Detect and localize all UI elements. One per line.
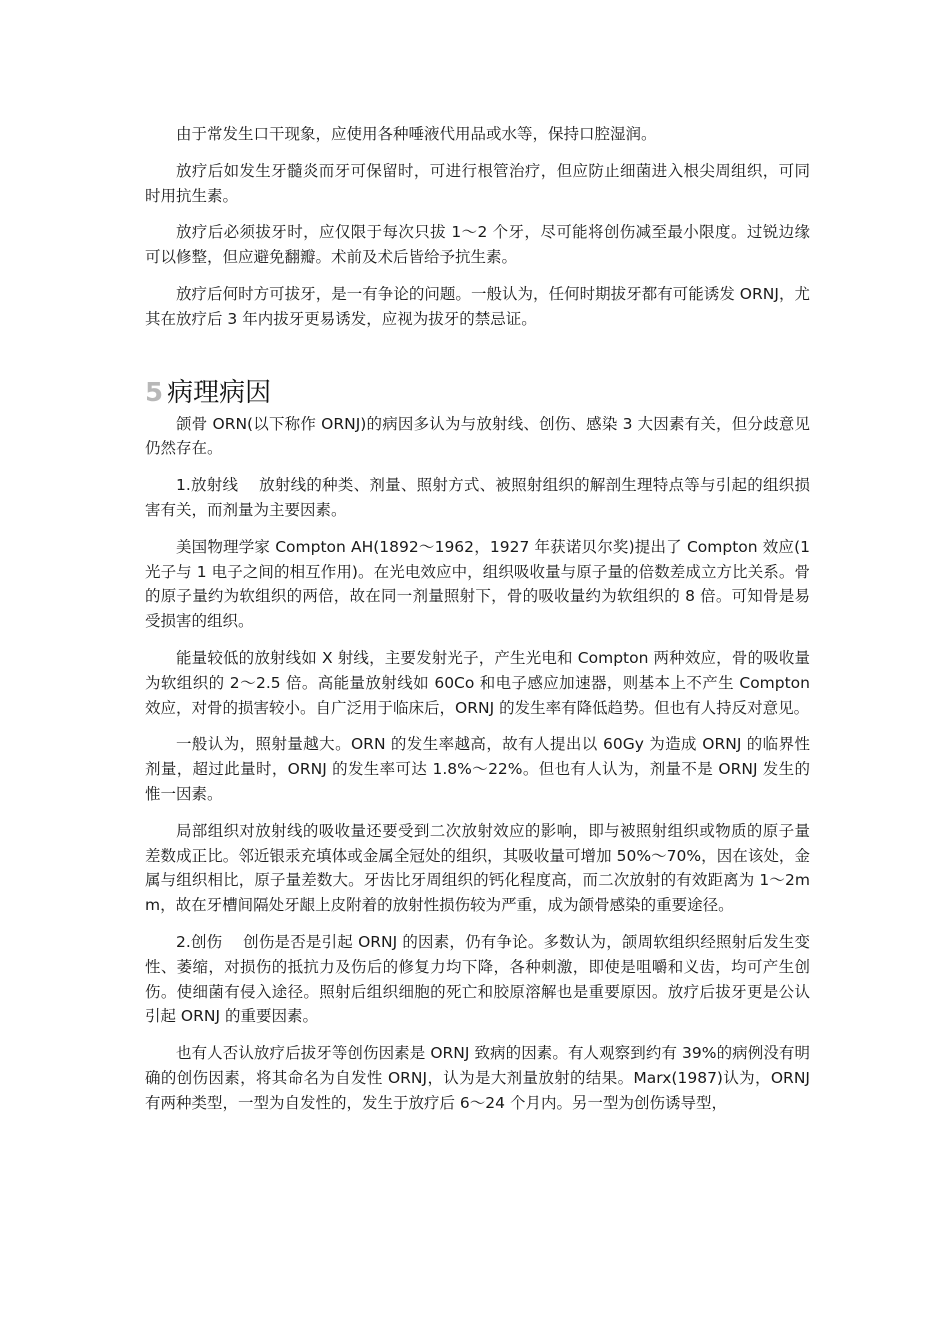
paragraph: 美国物理学家 Compton AH(1892～1962，1927 年获诺贝尔奖)提出了 Compton 效应(1 光子与 1 电子之间的相互作用)。在光电效应中，组织吸收量与原子量的倍数差成立方比关系。骨的原子量约为软组织的两倍，故在同一剂量照射下，骨的吸收量约为软组织的 8 倍。可知骨是易受损害的组织。 bbox=[145, 537, 810, 631]
paragraph: 也有人否认放疗后拔牙等创伤因素是 ORNJ 致病的因素。有人观察到约有 39%的病例没有明确的创伤因素，将其命名为自发性 ORNJ，认为是大剂量放射的结果。Marx(1987)认为，ORNJ 有两种类型，一型为自发性的，发生于放疗后 6～24 个月内。另一型为创伤诱导型， bbox=[145, 1044, 810, 1112]
paragraph: 放疗后何时方可拔牙，是一有争论的问题。一般认为，任何时期拔牙都有可能诱发 ORNJ，尤其在放疗后 3 年内拔牙更易诱发，应视为拔牙的禁忌证。 bbox=[145, 284, 810, 328]
section-title: 病理病因 bbox=[167, 377, 272, 408]
section-heading bbox=[145, 376, 810, 410]
paragraph: 2.创伤 创伤是否是引起 ORNJ 的因素，仍有争论。多数认为，颌周软组织经照射后发生变性、萎缩，对损伤的抵抗力及伤后的修复力均下降，各种刺激，即使是咀嚼和义齿，均可产生创伤。使细菌有侵入途径。照射后组织细胞的死亡和胶原溶解也是重要原因。放疗后拔牙更是公认引起 ORNJ 的重要因素。 bbox=[145, 932, 810, 1026]
paragraph: 一般认为，照射量越大。ORN 的发生率越高，故有人提出以 60Gy 为造成 ORNJ 的临界性剂量，超过此量时，ORNJ 的发生率可达 1.8%～22%。但也有人认为，剂量不是 ORNJ 发生的惟一因素。 bbox=[145, 735, 810, 803]
section-number: 5 bbox=[145, 377, 164, 408]
document-body bbox=[145, 122, 810, 1128]
paragraph: 1.放射线 放射线的种类、剂量、照射方式、被照射组织的解剖生理特点等与引起的组织损害有关，而剂量为主要因素。 bbox=[145, 476, 810, 519]
paragraph: 放疗后如发生牙髓炎而牙可保留时，可进行根管治疗，但应防止细菌进入根尖周组织，可同时用抗生素。 bbox=[145, 161, 810, 205]
paragraph: 由于常发生口干现象，应使用各种唾液代用品或水等，保持口腔湿润。 bbox=[176, 125, 657, 143]
paragraph: 放疗后必须拔牙时，应仅限于每次只拔 1～2 个牙，尽可能将创伤减至最小限度。过锐边缘可以修整，但应避免翻瓣。术前及术后皆给予抗生素。 bbox=[145, 223, 810, 267]
paragraph: 能量较低的放射线如 X 射线，主要发射光子，产生光电和 Compton 两种效应，骨的吸收量为软组织的 2～2.5 倍。高能量放射线如 60Co 和电子感应加速器，则基本上不产生 Compton 效应，对骨的损害较小。自广泛用于临床后，ORNJ 的发生率有降低趋势。但也有人持反对意见。 bbox=[145, 648, 810, 717]
paragraph: 局部组织对放射线的吸收量还要受到二次放射效应的影响，即与被照射组织或物质的原子量差数成正比。邻近银汞充填体或金属全冠处的组织，其吸收量可增加 50%～70%，因在该处，金属与组织相比，原子量差数大。牙齿比牙周组织的钙化程度高，而二次放射的有效距离为 1～2mm，故在牙槽间隔处牙龈上皮附着的放射性损伤较为严重，成为颌骨感染的重要途径。 bbox=[145, 821, 810, 915]
paragraph: 颌骨 ORN(以下称作 ORNJ)的病因多认为与放射线、创伤、感染 3 大因素有关，但分歧意见仍然存在。 bbox=[145, 414, 810, 458]
